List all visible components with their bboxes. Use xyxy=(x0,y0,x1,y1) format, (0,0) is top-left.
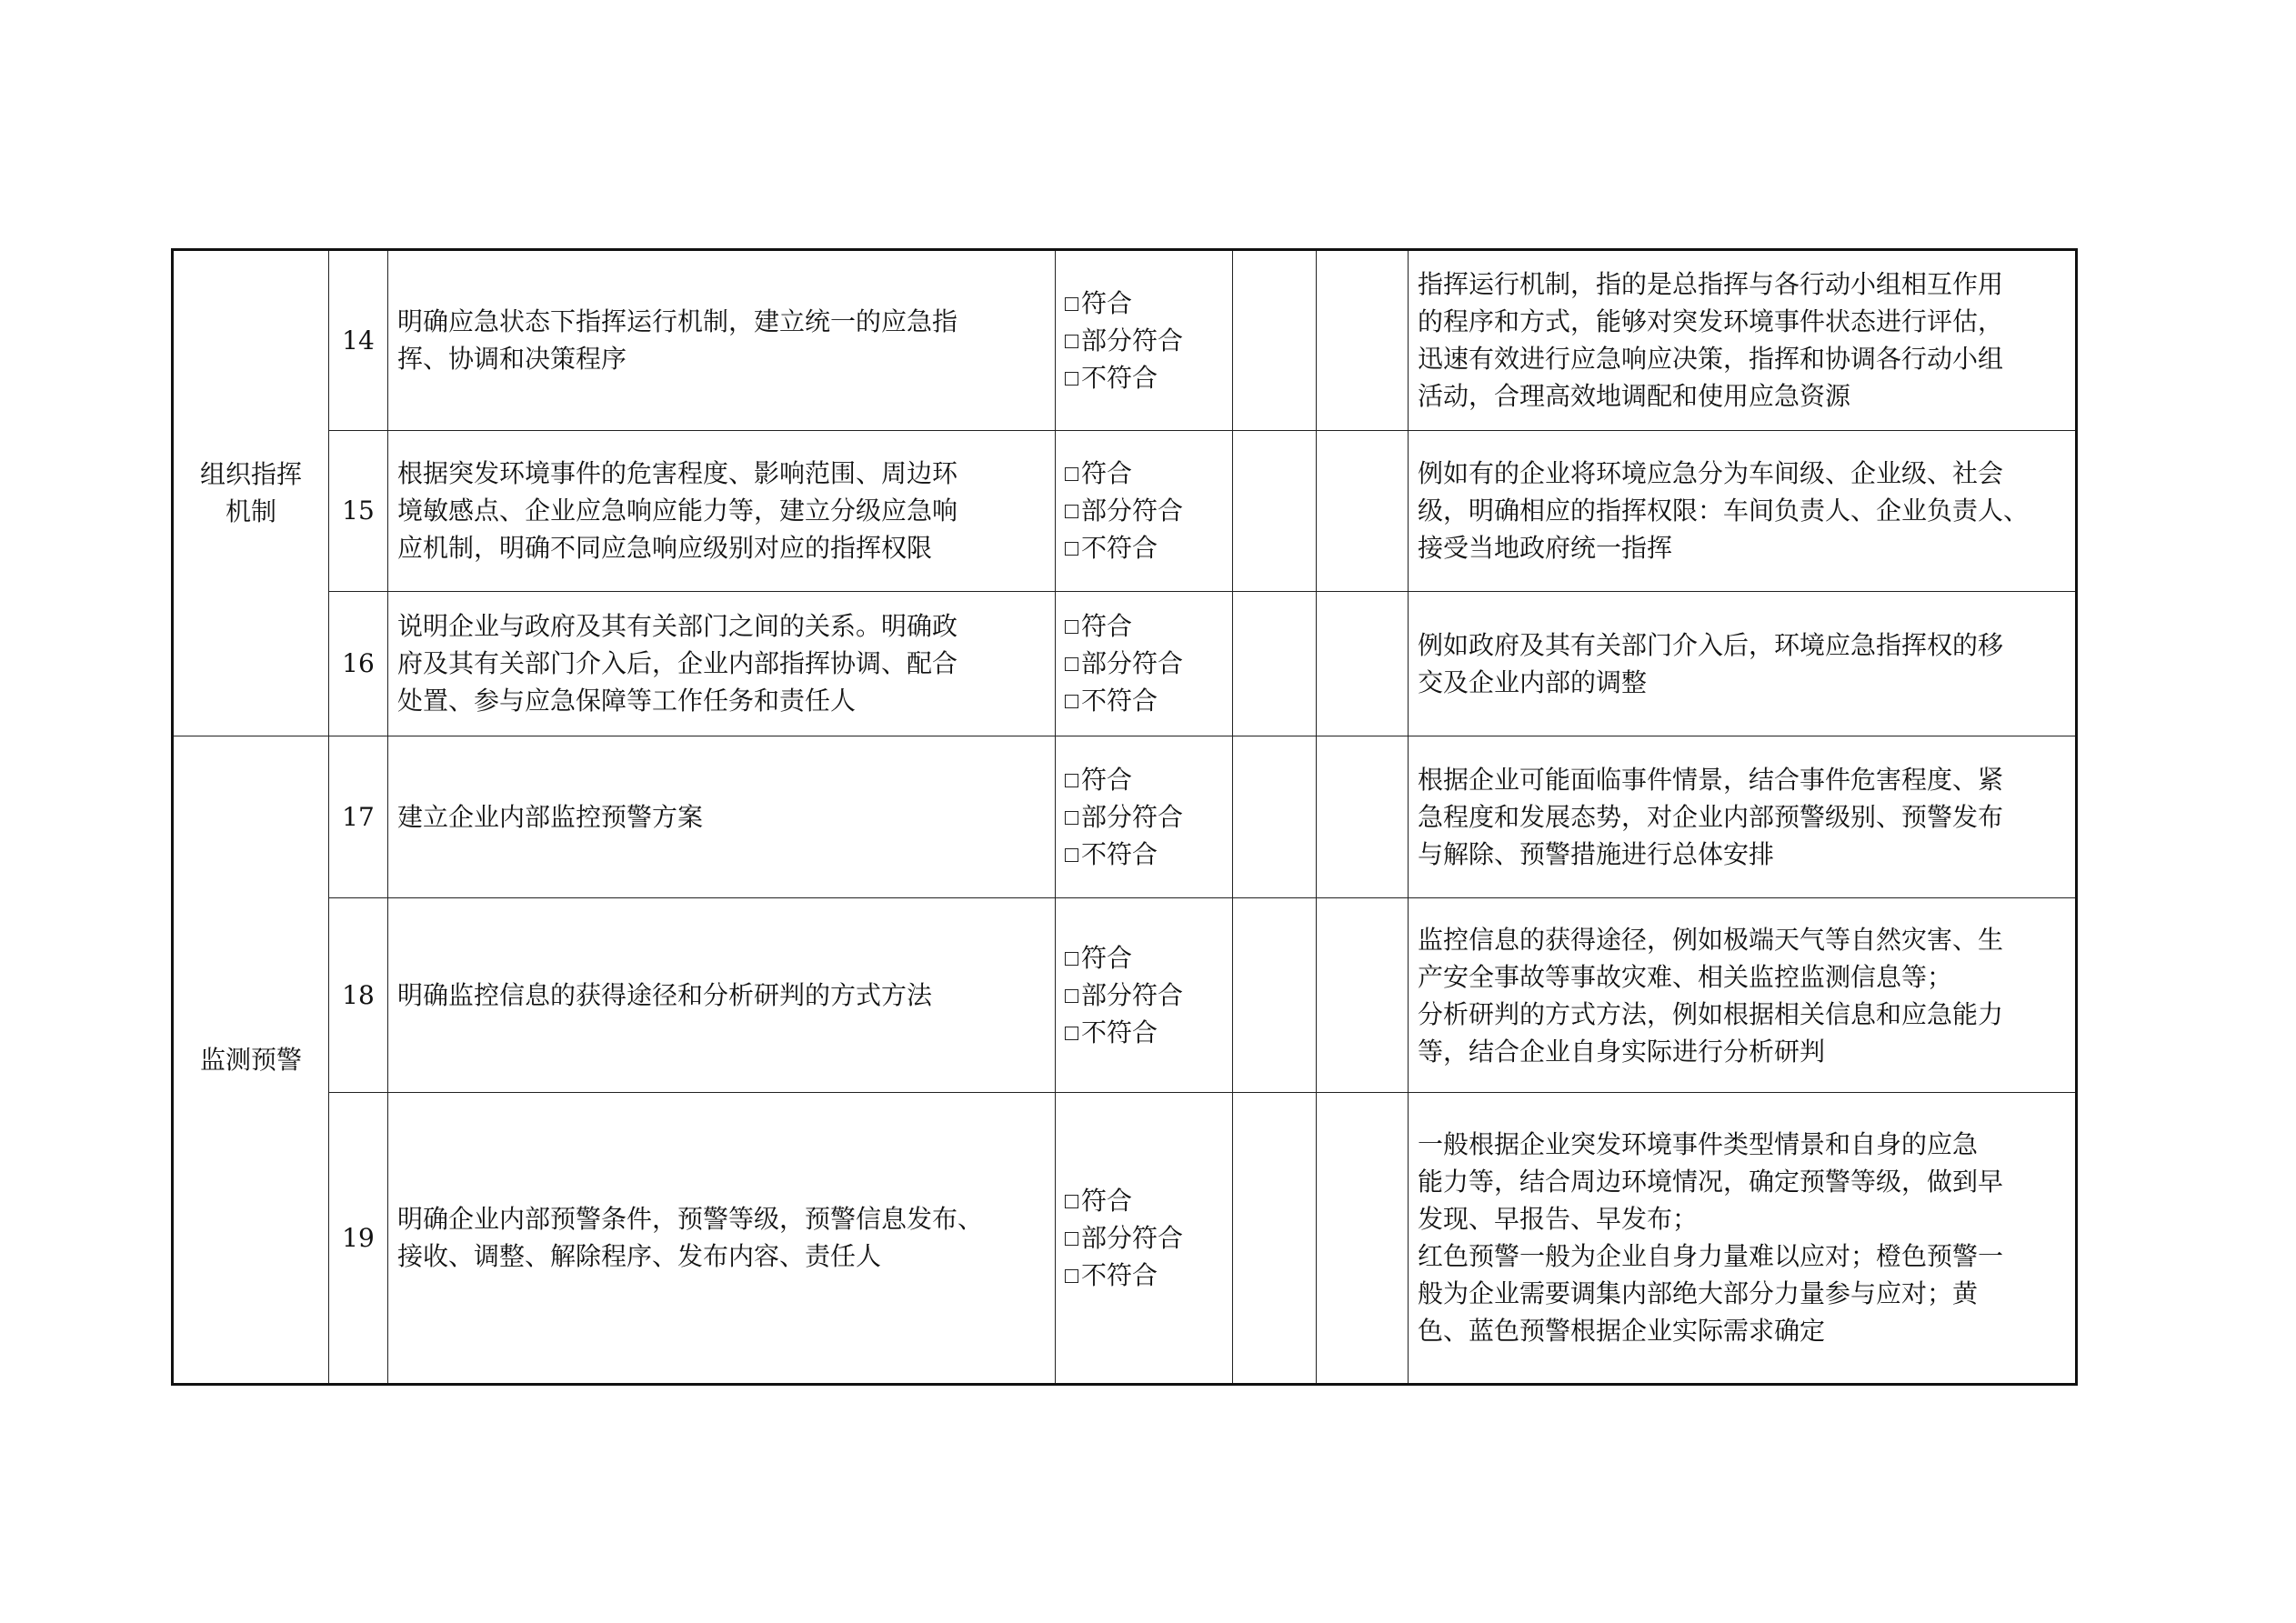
requirement-cell xyxy=(388,1092,1056,1384)
checkbox-icon[interactable] xyxy=(1065,952,1078,966)
remark-text: 监控信息的获得途径，例如极端天气等自然灾害、生 xyxy=(1418,924,2004,955)
assessment-option[interactable] xyxy=(1065,455,1223,492)
item-number: 19 xyxy=(329,1092,388,1384)
assessment-option[interactable] xyxy=(1065,1219,1223,1257)
checkbox-icon[interactable] xyxy=(1065,657,1078,671)
checkbox-icon[interactable] xyxy=(1065,620,1078,634)
blank-cell xyxy=(1233,898,1317,1093)
item-number: 17 xyxy=(329,736,388,898)
assessment-option[interactable] xyxy=(1065,492,1223,529)
assessment-options xyxy=(1056,736,1233,898)
option-label: 不符合 xyxy=(1081,533,1158,564)
review-table xyxy=(171,248,2078,1386)
option-label: 部分符合 xyxy=(1081,496,1184,526)
remark-text: 等，结合企业自身实际进行分析研判 xyxy=(1418,1036,1826,1067)
table-row xyxy=(173,1092,2077,1384)
blank-cell xyxy=(1317,592,1409,736)
category-label: 监测预警 xyxy=(199,1044,302,1075)
assessment-option[interactable] xyxy=(1065,607,1223,645)
remark-text: 色、蓝色预警根据企业实际需求确定 xyxy=(1418,1316,1826,1347)
assessment-option[interactable] xyxy=(1065,1257,1223,1294)
requirement-text: 说明企业与政府及其有关部门之间的关系。明确政 xyxy=(397,611,958,642)
assessment-option[interactable] xyxy=(1065,359,1223,396)
blank-cell xyxy=(1233,430,1317,592)
option-label: 符合 xyxy=(1081,287,1133,318)
table-row xyxy=(173,250,2077,431)
remark-text: 接受当地政府统一指挥 xyxy=(1418,533,1673,564)
remark-cell xyxy=(1409,736,2077,898)
remark-text: 级，明确相应的指挥权限：车间负责人、企业负责人、 xyxy=(1418,496,2030,526)
remark-cell xyxy=(1409,898,2077,1093)
assessment-option[interactable] xyxy=(1065,682,1223,719)
item-number: 15 xyxy=(329,430,388,592)
assessment-option[interactable] xyxy=(1065,529,1223,566)
item-number: 18 xyxy=(329,898,388,1093)
blank-cell xyxy=(1317,430,1409,592)
remark-text: 活动，合理高效地调配和使用应急资源 xyxy=(1418,381,1851,412)
assessment-options xyxy=(1056,1092,1233,1384)
requirement-cell xyxy=(388,430,1056,592)
blank-cell xyxy=(1233,736,1317,898)
category-label: 机制 xyxy=(225,496,276,527)
assessment-option[interactable] xyxy=(1065,1182,1223,1219)
checkbox-icon[interactable] xyxy=(1065,542,1078,556)
checkbox-icon[interactable] xyxy=(1065,467,1078,481)
assessment-option[interactable] xyxy=(1065,285,1223,322)
option-label: 不符合 xyxy=(1081,1259,1158,1290)
assessment-option[interactable] xyxy=(1065,836,1223,873)
item-number: 16 xyxy=(329,592,388,736)
remark-cell xyxy=(1409,1092,2077,1384)
requirement-text: 明确企业内部预警条件，预警等级，预警信息发布、 xyxy=(397,1204,984,1235)
option-label: 不符合 xyxy=(1081,838,1158,869)
remark-text: 急程度和发展态势，对企业内部预警级别、预警发布 xyxy=(1418,801,2004,832)
option-label: 部分符合 xyxy=(1081,648,1184,679)
remark-cell xyxy=(1409,430,2077,592)
checkbox-icon[interactable] xyxy=(1065,1195,1078,1208)
requirement-text: 建立企业内部监控预警方案 xyxy=(397,801,704,832)
assessment-options xyxy=(1056,898,1233,1093)
remark-cell xyxy=(1409,592,2077,736)
remark-text: 一般根据企业突发环境事件类型情景和自身的应急 xyxy=(1418,1129,1979,1160)
assessment-option[interactable] xyxy=(1065,761,1223,798)
remark-text: 根据企业可能面临事件情景，结合事件危害程度、紧 xyxy=(1418,764,2004,795)
checkbox-icon[interactable] xyxy=(1065,505,1078,518)
requirement-text: 应机制，明确不同应急响应级别对应的指挥权限 xyxy=(397,533,933,564)
remark-text: 分析研判的方式方法，例如根据相关信息和应急能力 xyxy=(1418,998,2004,1029)
blank-cell xyxy=(1317,736,1409,898)
requirement-cell xyxy=(388,592,1056,736)
blank-cell xyxy=(1317,1092,1409,1384)
requirement-text: 接收、调整、解除程序、发布内容、责任人 xyxy=(397,1241,882,1272)
category-cell xyxy=(173,736,329,1384)
remark-cell xyxy=(1409,250,2077,431)
checkbox-icon[interactable] xyxy=(1065,774,1078,787)
assessment-options xyxy=(1056,592,1233,736)
checkbox-icon[interactable] xyxy=(1065,695,1078,708)
blank-cell xyxy=(1317,250,1409,431)
option-label: 符合 xyxy=(1081,943,1133,974)
category-label: 组织指挥 xyxy=(199,459,302,490)
checkbox-icon[interactable] xyxy=(1065,1027,1078,1040)
option-label: 部分符合 xyxy=(1081,325,1184,356)
requirement-text: 处置、参与应急保障等工作任务和责任人 xyxy=(397,686,857,716)
checkbox-icon[interactable] xyxy=(1065,989,1078,1003)
remark-text: 能力等，结合周边环境情况，确定预警等级，做到早 xyxy=(1418,1167,2004,1197)
remark-text: 迅速有效进行应急响应决策，指挥和协调各行动小组 xyxy=(1418,344,2004,375)
requirement-text: 挥、协调和决策程序 xyxy=(397,344,627,375)
option-label: 符合 xyxy=(1081,611,1133,642)
assessment-option[interactable] xyxy=(1065,939,1223,977)
assessment-options xyxy=(1056,250,1233,431)
item-number: 14 xyxy=(329,250,388,431)
remark-text: 红色预警一般为企业自身力量难以应对；橙色预警一 xyxy=(1418,1241,2004,1272)
remark-text: 例如政府及其有关部门介入后，环境应急指挥权的移 xyxy=(1418,629,2004,660)
option-label: 部分符合 xyxy=(1081,1222,1184,1253)
checkbox-icon[interactable] xyxy=(1065,1232,1078,1246)
requirement-cell xyxy=(388,250,1056,431)
requirement-text: 明确监控信息的获得途径和分析研判的方式方法 xyxy=(397,980,933,1011)
blank-cell xyxy=(1233,592,1317,736)
requirement-text: 根据突发环境事件的危害程度、影响范围、周边环 xyxy=(397,458,958,489)
category-cell xyxy=(173,250,329,736)
assessment-option[interactable] xyxy=(1065,322,1223,359)
remark-text: 例如有的企业将环境应急分为车间级、企业级、社会 xyxy=(1418,458,2004,489)
blank-cell xyxy=(1233,1092,1317,1384)
requirement-text: 明确应急状态下指挥运行机制，建立统一的应急指 xyxy=(397,306,958,337)
remark-text: 产安全事故等事故灾难、相关监控监测信息等； xyxy=(1418,961,1953,992)
requirement-cell xyxy=(388,736,1056,898)
option-label: 符合 xyxy=(1081,458,1133,489)
blank-cell xyxy=(1317,898,1409,1093)
requirement-text: 府及其有关部门介入后，企业内部指挥协调、配合 xyxy=(397,648,958,679)
option-label: 不符合 xyxy=(1081,686,1158,716)
blank-cell xyxy=(1233,250,1317,431)
table-row xyxy=(173,736,2077,898)
checkbox-icon[interactable] xyxy=(1065,811,1078,825)
remark-text: 的程序和方式，能够对突发环境事件状态进行评估， xyxy=(1418,306,2004,337)
checkbox-icon[interactable] xyxy=(1065,335,1078,348)
option-label: 不符合 xyxy=(1081,1017,1158,1048)
remark-text: 指挥运行机制，指的是总指挥与各行动小组相互作用 xyxy=(1418,269,2004,300)
checkbox-icon[interactable] xyxy=(1065,848,1078,862)
table-row xyxy=(173,592,2077,736)
remark-text: 与解除、预警措施进行总体安排 xyxy=(1418,838,1775,869)
requirement-text: 境敏感点、企业应急响应能力等，建立分级应急响 xyxy=(397,496,958,526)
assessment-option[interactable] xyxy=(1065,1014,1223,1051)
checkbox-icon[interactable] xyxy=(1065,1269,1078,1283)
table-row xyxy=(173,430,2077,592)
assessment-option[interactable] xyxy=(1065,645,1223,682)
assessment-option[interactable] xyxy=(1065,977,1223,1014)
checkbox-icon[interactable] xyxy=(1065,372,1078,386)
remark-text: 般为企业需要调集内部绝大部分力量参与应对；黄 xyxy=(1418,1278,1979,1309)
checkbox-icon[interactable] xyxy=(1065,297,1078,311)
remark-text: 交及企业内部的调整 xyxy=(1418,666,1648,697)
requirement-cell xyxy=(388,898,1056,1093)
assessment-option[interactable] xyxy=(1065,798,1223,836)
option-label: 符合 xyxy=(1081,1185,1133,1216)
option-label: 不符合 xyxy=(1081,362,1158,393)
table-row xyxy=(173,898,2077,1093)
option-label: 符合 xyxy=(1081,764,1133,795)
option-label: 部分符合 xyxy=(1081,801,1184,832)
option-label: 部分符合 xyxy=(1081,980,1184,1011)
assessment-options xyxy=(1056,430,1233,592)
remark-text: 发现、早报告、早发布； xyxy=(1418,1204,1699,1235)
